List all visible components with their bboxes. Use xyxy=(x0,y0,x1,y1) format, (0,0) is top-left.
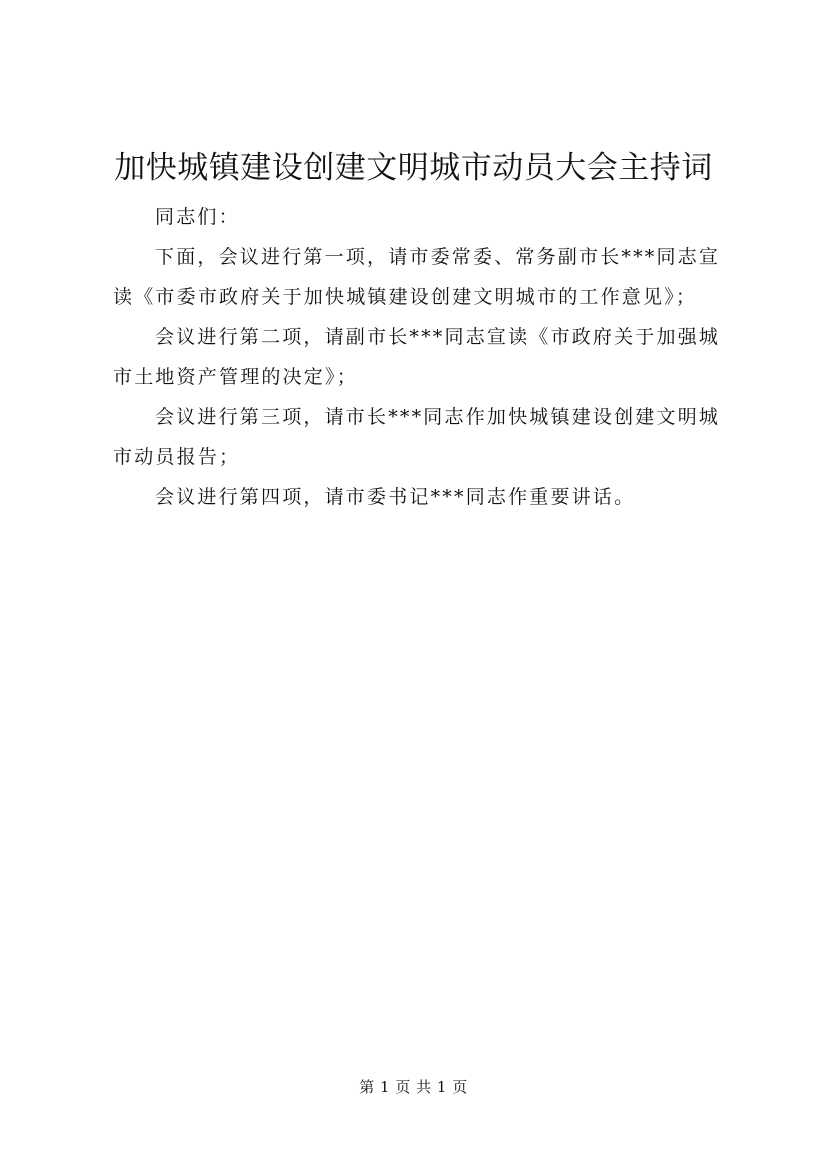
page-number-footer: 第 1 页 共 1 页 xyxy=(359,1078,468,1096)
greeting-paragraph: 同志们： xyxy=(155,206,240,228)
document-body xyxy=(113,197,723,517)
agenda-item-2-paragraph: 会议进行第二项，请副市长***同志宣读《市政府关于加强城市土地资产管理的决定》； xyxy=(113,326,721,388)
agenda-item-4-paragraph: 会议进行第四项，请市委书记***同志作重要讲话。 xyxy=(155,486,636,508)
document-title: 加快城镇建设创建文明城市动员大会主持词 xyxy=(114,150,713,186)
agenda-item-3-paragraph: 会议进行第三项，请市长***同志作加快城镇建设创建文明城市动员报告； xyxy=(113,406,721,468)
agenda-item-1-paragraph: 下面，会议进行第一项，请市委常委、常务副市长***同志宣读《市委市政府关于加快城镇建设创建文明城市的工作意见》； xyxy=(113,246,721,308)
